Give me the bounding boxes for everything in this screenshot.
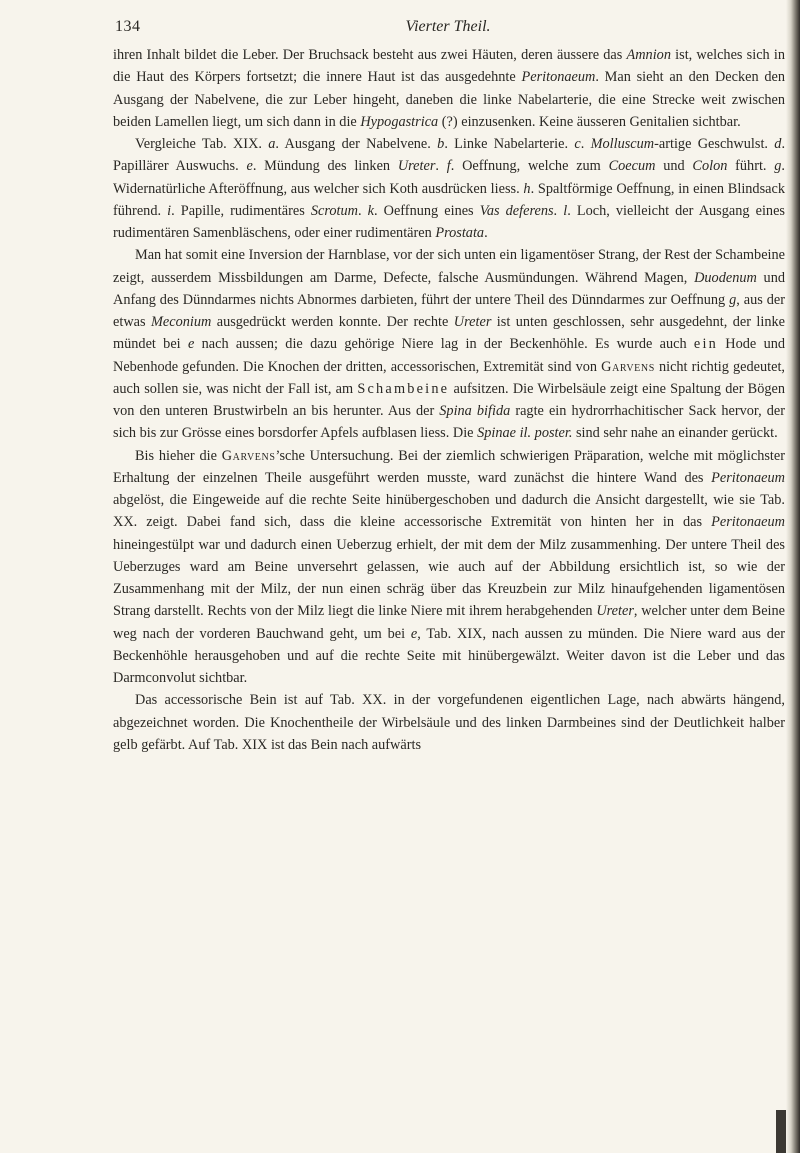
italic-term: Peritonaeum bbox=[521, 69, 596, 86]
text-run: . Oeffnung, welche zum bbox=[450, 158, 609, 175]
text-run: ’sche Untersuchung. Bei der ziemlich schwierigen Präparation, welche mit möglichster Erhaltung der einzelnen Theile ausgeführt werden musste, ward zunächst die hintere Wand des bbox=[113, 447, 786, 486]
text-run: nach aussen; die dazu gehörige Niere lag in der Beckenhöhle. Es wurde auch bbox=[194, 336, 694, 353]
italic-term: Ureter bbox=[453, 314, 492, 330]
italic-term: g bbox=[774, 158, 782, 175]
text-run: ist unten geschlossen, sehr ausgedehnt, der linke mündet bei bbox=[113, 314, 785, 353]
italic-term: Prostata bbox=[435, 225, 485, 241]
text-run: und Anfang des Dünndarmes nichts Abnormes darbieten, führt der untere Theil des Dünndarmes zur Oeffnung bbox=[113, 269, 785, 308]
italic-term: Coecum bbox=[608, 158, 656, 175]
text-run: -artige Geschwulst. bbox=[654, 136, 775, 152]
page-number: 134 bbox=[115, 18, 141, 35]
italic-term: a bbox=[268, 136, 276, 152]
italic-term: Amnion bbox=[626, 47, 671, 63]
text-run: nicht richtig gedeutet, auch sollen sie, was nicht der Fall ist, am bbox=[113, 358, 785, 397]
text-run: . Ausgang der Nabelvene. bbox=[275, 136, 438, 152]
italic-term: i bbox=[167, 202, 172, 219]
italic-term: Hypogastrica bbox=[360, 113, 439, 130]
text-run: . Oeffnung eines bbox=[373, 202, 480, 219]
author-name: Garvens bbox=[601, 358, 655, 375]
text-run: Hode und Nebenhode gefunden. Die Knochen der dritten, accessorischen, Extremität sind von bbox=[113, 336, 786, 375]
italic-term: l bbox=[563, 202, 568, 219]
text-run: . bbox=[553, 202, 564, 219]
italic-term: Spina bifida bbox=[439, 403, 511, 419]
italic-term: Ureter bbox=[596, 603, 634, 620]
text-run: . bbox=[484, 225, 488, 241]
italic-term: Vas deferens bbox=[479, 202, 554, 219]
paragraph bbox=[113, 244, 785, 444]
text-run: . Papille, rudimentäres bbox=[171, 202, 311, 219]
text-run: , aus der etwas bbox=[113, 291, 785, 330]
paragraph bbox=[113, 133, 785, 244]
body-text bbox=[113, 44, 785, 756]
text-run: ihren Inhalt bildet die Leber. Der Bruchsack besteht aus zwei Häuten, deren äussere das bbox=[113, 47, 627, 63]
text-run: Man hat somit eine Inversion der Harnblase, vor der sich unten ein ligamentöser Strang, der Rest der Schambeine zeigt, ausserdem Missbildungen am Darme, Defecte, falsche Ausmündungen. Während Magen, bbox=[113, 247, 785, 286]
italic-term: e bbox=[410, 625, 418, 642]
text-run: ragte ein hydrorrhachitischer Sack hervor, der sich bis zur Grösse eines borsdorfer Apfels aufblasen liess. Die bbox=[113, 403, 785, 442]
text-run: ausgedrückt werden konnte. Der rechte bbox=[211, 314, 454, 330]
text-run: . Man sieht an den Decken den Ausgang der Nabelvene, die zur Leber hingeht, daneben die linke Nabelarterie, die eine Strecke weit zwischen beiden Lamellen liegt, um sich dann in die bbox=[113, 69, 785, 130]
italic-term: Molluscum bbox=[590, 136, 655, 152]
italic-term: Colon bbox=[692, 158, 728, 175]
emphasis-spaced: Schambeine bbox=[357, 380, 450, 397]
italic-term: Peritonaeum bbox=[711, 469, 785, 486]
text-run: und bbox=[655, 158, 693, 175]
page-header bbox=[113, 10, 783, 40]
paragraph bbox=[113, 689, 785, 756]
text-run: . bbox=[357, 202, 368, 219]
text-run: aufsitzen. Die Wirbelsäule zeigt eine Spaltung der Bögen von den unteren Brustwirbeln an bis herunter. Aus der bbox=[113, 380, 785, 419]
text-run: . Mündung des linken bbox=[252, 158, 398, 175]
emphasis-spaced: ein bbox=[693, 336, 718, 353]
italic-term: e bbox=[246, 158, 253, 175]
text-run: Bis hieher die bbox=[135, 447, 222, 464]
author-name: Garvens bbox=[221, 447, 276, 464]
italic-term: Peritonaeum bbox=[711, 514, 785, 531]
text-run: sind sehr nahe an einander gerückt. bbox=[572, 425, 778, 442]
text-run: abgelöst, die Eingeweide auf die rechte Seite hinübergeschoben und dadurch die Ansicht dargestellt, wie sie Tab. XX. zeigt. Dabei fand sich, dass die kleine accessorische Extremität von hinten her in das bbox=[113, 492, 785, 531]
running-title: Vierter Theil. bbox=[405, 18, 491, 35]
italic-term: d bbox=[774, 136, 782, 152]
page-edge-shadow bbox=[786, 0, 800, 1153]
text-run: Vergleiche Tab. XIX. bbox=[135, 136, 269, 152]
italic-term: Scrotum bbox=[310, 202, 358, 219]
text-run: . Linke Nabelarterie. bbox=[444, 136, 575, 152]
text-run: . Widernatürliche Afteröffnung, aus welcher sich Koth ausdrücken liess. bbox=[113, 158, 785, 197]
text-run: , Tab. XIX, nach aussen zu münden. Die Niere ward aus der Beckenhöhle herausgehoben und auf die rechte Seite mit hinübergewälzt. Weiter davon ist die Leber und das Darmconvolut sichtbar. bbox=[113, 625, 785, 686]
italic-term: Ureter bbox=[397, 158, 436, 175]
text-run: ist, welches sich in die Haut des Körpers fortsetzt; die innere Haut ist das ausgedehnte bbox=[113, 47, 785, 86]
text-run: Das accessorische Bein ist auf Tab. XX. in der vorgefundenen eigentlichen Lage, nach abwärts hängend, abgezeichnet worden. Die Knochentheile der Wirbelsäule und des linken Darmbeines sind der Deutlichkeit halber gelb gefärbt. Auf Tab. XIX ist das Bein nach aufwärts bbox=[113, 692, 785, 753]
text-run: führt. bbox=[727, 158, 775, 175]
italic-term: Spinae il. poster. bbox=[477, 425, 573, 442]
paragraph bbox=[113, 445, 785, 690]
paragraph bbox=[113, 44, 785, 133]
text-run: . bbox=[435, 158, 447, 175]
text-run: , welcher unter dem Beine weg nach der vorderen Bauchwand geht, um bei bbox=[113, 603, 786, 642]
italic-term: g bbox=[729, 291, 737, 308]
text-run: . Loch, vielleicht der Ausgang eines rudimentären Samenbläschens, oder einer rudimentären bbox=[113, 202, 785, 241]
text-run: . bbox=[580, 136, 591, 152]
italic-term: k bbox=[367, 202, 374, 219]
italic-term: b bbox=[437, 136, 445, 152]
text-run: . Papillärer Auswuchs. bbox=[113, 136, 786, 175]
italic-term: c bbox=[574, 136, 581, 152]
italic-term: f bbox=[446, 158, 451, 175]
text-run: . Spaltförmige Oeffnung, in einen Blindsack führend. bbox=[113, 180, 785, 219]
italic-term: Duodenum bbox=[694, 269, 757, 286]
page-edge-mark bbox=[776, 1110, 786, 1153]
text-run: (?) einzusenken. Keine äusseren Genitalien sichtbar. bbox=[438, 113, 741, 130]
italic-term: h bbox=[523, 180, 531, 197]
italic-term: Meconium bbox=[150, 314, 212, 330]
text-run: hineingestülpt war und dadurch einen Ueberzug erhielt, der mit dem der Milz zusammenhing. Der untere Theil des Ueberzuges ward am Beine unversehrt gelassen, wie auch auf der Abbildung ersichtlich ist, so wie der Zusammenhang mit der Milz, der nun einen schräg über das Kreuzbein zur Milz hinaufgehenden ligamentösen Strang darstellt. Rechts von der Milz liegt die linke Niere mit ihrem herabgehenden bbox=[113, 536, 785, 620]
italic-term: e bbox=[187, 336, 195, 353]
